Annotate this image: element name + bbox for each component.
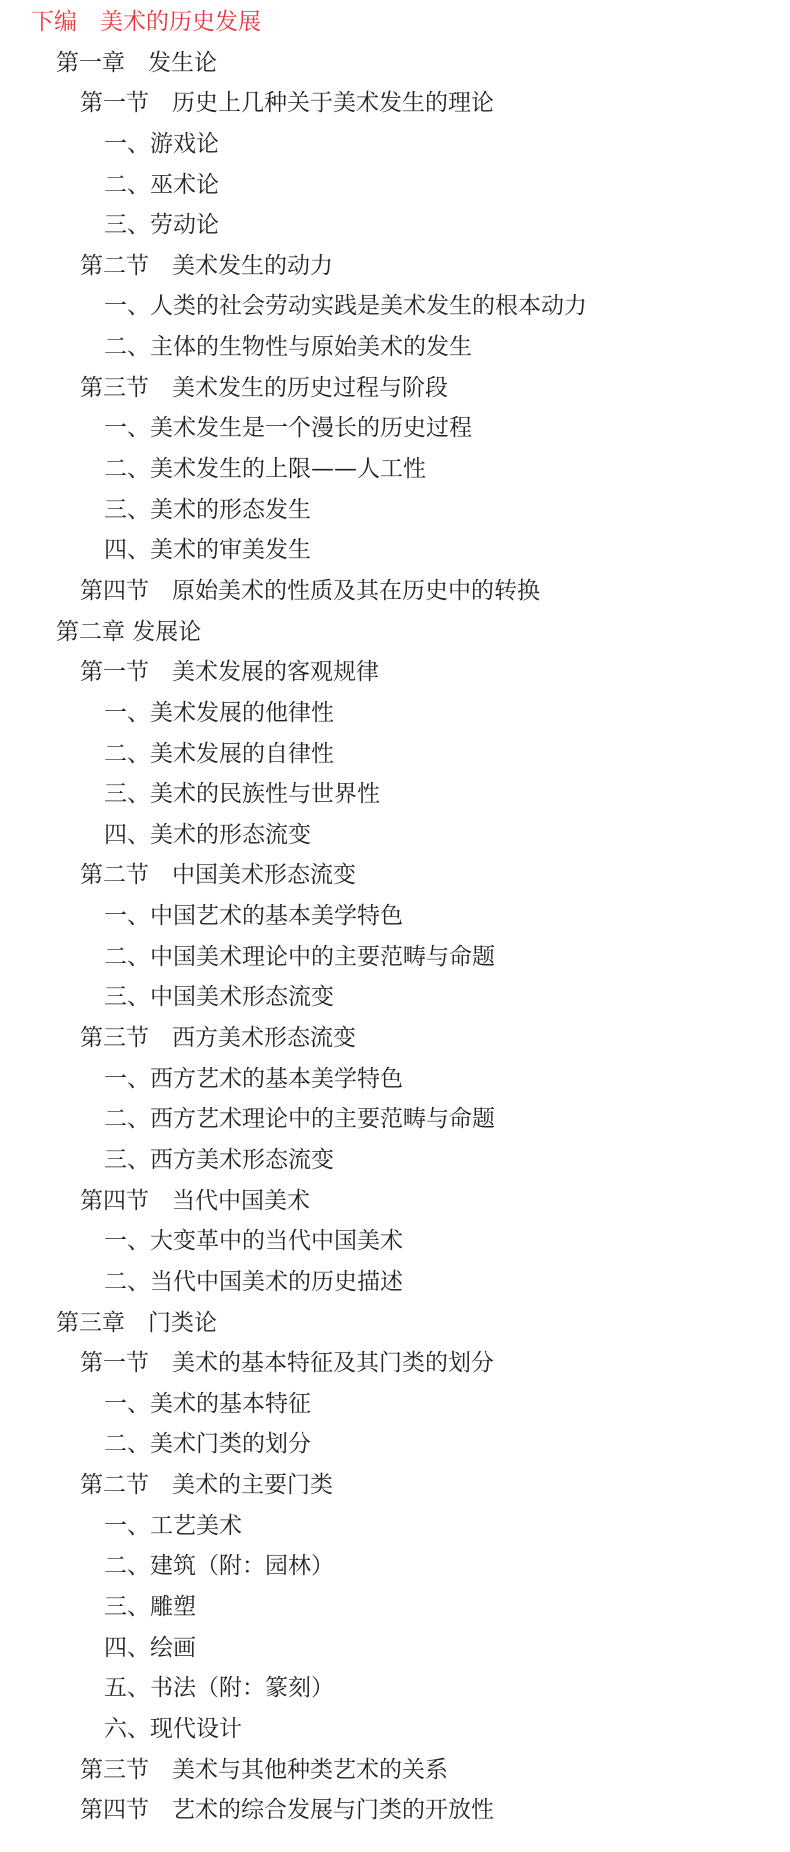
toc-item: 二、西方艺术理论中的主要范畴与命题 bbox=[104, 1106, 495, 1133]
toc-item: 三、劳动论 bbox=[104, 212, 219, 239]
toc-item: 二、建筑（附：园林） bbox=[104, 1553, 334, 1580]
toc-item: 二、巫术论 bbox=[104, 171, 219, 198]
toc-item: 三、雕塑 bbox=[104, 1593, 196, 1620]
toc-item: 二、主体的生物性与原始美术的发生 bbox=[104, 334, 472, 361]
toc-chapter: 第三章 门类论 bbox=[56, 1309, 217, 1336]
toc-item: 一、大变革中的当代中国美术 bbox=[104, 1228, 403, 1255]
toc-section: 第一节 历史上几种关于美术发生的理论 bbox=[80, 90, 494, 117]
toc-item: 三、西方美术形态流变 bbox=[104, 1146, 334, 1173]
toc-item: 一、工艺美术 bbox=[104, 1512, 242, 1539]
toc-item: 二、美术发生的上限——人工性 bbox=[104, 456, 426, 483]
toc-item: 二、美术门类的划分 bbox=[104, 1431, 311, 1458]
toc-entries bbox=[0, 43, 790, 1831]
toc-item: 六、现代设计 bbox=[104, 1715, 242, 1742]
toc-section: 第一节 美术发展的客观规律 bbox=[80, 659, 379, 686]
toc-item: 一、人类的社会劳动实践是美术发生的根本动力 bbox=[104, 293, 587, 320]
toc-item: 一、美术发展的他律性 bbox=[104, 699, 334, 726]
toc-item: 二、中国美术理论中的主要范畴与命题 bbox=[104, 943, 495, 970]
toc-section: 第一节 美术的基本特征及其门类的划分 bbox=[80, 1350, 494, 1377]
toc-item: 三、美术的民族性与世界性 bbox=[104, 781, 380, 808]
toc-item: 三、美术的形态发生 bbox=[104, 496, 311, 523]
toc-section: 第二节 中国美术形态流变 bbox=[80, 862, 356, 889]
toc-section: 第三节 美术与其他种类艺术的关系 bbox=[80, 1756, 448, 1783]
toc-section: 第三节 西方美术形态流变 bbox=[80, 1025, 356, 1052]
toc-item: 二、当代中国美术的历史描述 bbox=[104, 1268, 403, 1295]
toc-section: 第四节 原始美术的性质及其在历史中的转换 bbox=[80, 577, 540, 604]
toc-chapter: 第一章 发生论 bbox=[56, 49, 217, 76]
toc-item: 五、书法（附：篆刻） bbox=[104, 1675, 334, 1702]
toc-section: 第四节 艺术的综合发展与门类的开放性 bbox=[80, 1797, 494, 1824]
toc-item: 一、中国艺术的基本美学特色 bbox=[104, 903, 403, 930]
toc-item: 一、美术发生是一个漫长的历史过程 bbox=[104, 415, 472, 442]
toc-section: 第二节 美术的主要门类 bbox=[80, 1472, 333, 1499]
toc-item: 二、美术发展的自律性 bbox=[104, 740, 334, 767]
toc-section: 第二节 美术发生的动力 bbox=[80, 252, 333, 279]
toc-item: 四、美术的审美发生 bbox=[104, 537, 311, 564]
toc-item: 四、美术的形态流变 bbox=[104, 821, 311, 848]
toc-section: 第四节 当代中国美术 bbox=[80, 1187, 310, 1214]
toc-item: 一、美术的基本特征 bbox=[104, 1390, 311, 1417]
toc-item: 四、绘画 bbox=[104, 1634, 196, 1661]
toc-item: 一、西方艺术的基本美学特色 bbox=[104, 1065, 403, 1092]
toc-section: 第三节 美术发生的历史过程与阶段 bbox=[80, 374, 448, 401]
toc-item: 一、游戏论 bbox=[104, 130, 219, 157]
part-title: 下编 美术的历史发展 bbox=[31, 9, 261, 35]
toc-item: 三、中国美术形态流变 bbox=[104, 984, 334, 1011]
toc-chapter: 第二章 发展论 bbox=[56, 618, 202, 645]
